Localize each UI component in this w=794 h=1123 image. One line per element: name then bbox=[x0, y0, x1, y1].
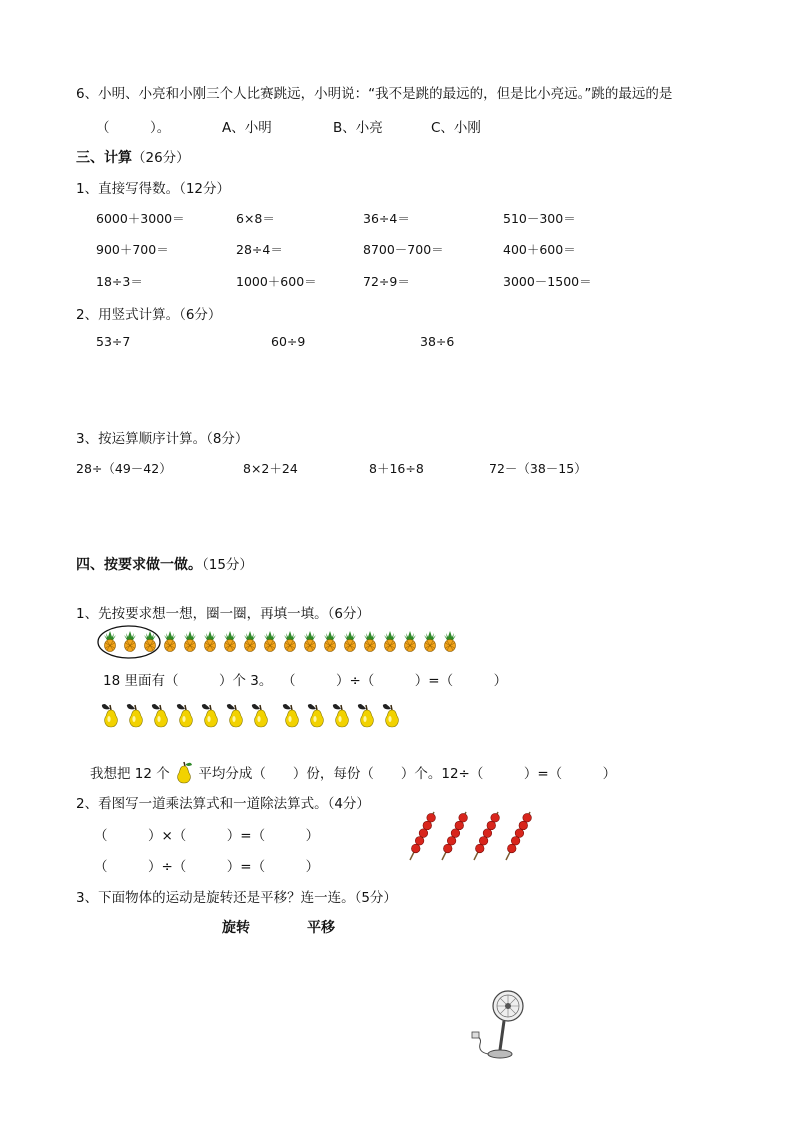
pineapple-icon bbox=[200, 630, 220, 652]
mental-math-item: 900＋700＝ bbox=[96, 242, 169, 257]
question-6-text: 6、小明、小亮和小刚三个人比赛跳远，小明说：“我不是跳的最远的，但是比小亮远。”跳的最远的是 bbox=[76, 86, 673, 102]
section-4-score: （15分） bbox=[202, 557, 253, 573]
section-3-score: （26分） bbox=[132, 150, 190, 166]
mental-math-item: 18÷3＝ bbox=[96, 274, 143, 289]
pear-icon bbox=[124, 702, 149, 728]
question-6-blank: （ ）。 bbox=[96, 120, 171, 136]
mental-math-item: 1000＋600＝ bbox=[236, 274, 317, 289]
vertical-calc-item: 38÷6 bbox=[420, 334, 455, 349]
pear-icon bbox=[280, 702, 305, 728]
candied-haw-skewers bbox=[400, 808, 550, 866]
label-translate: 平移 bbox=[307, 920, 335, 936]
pineapple-icon bbox=[240, 630, 260, 652]
s4-part-2-title: 2、看图写一道乘法算式和一道除法算式。（4分） bbox=[76, 796, 370, 812]
option-a: A、小明 bbox=[222, 120, 272, 136]
fill-line-2-suffix: 平均分成（ ）份，每份（ ）个。12÷（ ）=（ ） bbox=[198, 766, 617, 782]
pear-icon bbox=[249, 702, 274, 728]
pear-icon bbox=[355, 702, 380, 728]
pineapple-icon bbox=[440, 630, 460, 652]
fill-line-1a: 18 里面有（ ）个 3。 bbox=[103, 673, 273, 689]
vertical-calc-item: 53÷7 bbox=[96, 334, 131, 349]
fill-line-2-prefix: 我想把 12 个 bbox=[90, 766, 170, 782]
pineapple-icon bbox=[260, 630, 280, 652]
pineapple-icon bbox=[420, 630, 440, 652]
mental-math-item: 72÷9＝ bbox=[363, 274, 410, 289]
mental-math-item: 28÷4＝ bbox=[236, 242, 283, 257]
pineapple-icon bbox=[160, 630, 180, 652]
part-2-title: 2、用竖式计算。（6分） bbox=[76, 307, 222, 323]
pineapple-icon bbox=[320, 630, 340, 652]
pineapple-icon bbox=[120, 630, 140, 652]
mental-math-item: 8700－700＝ bbox=[363, 242, 444, 257]
electric-fan-icon bbox=[470, 988, 530, 1064]
pineapple-icon bbox=[180, 630, 200, 652]
division-blank: （ ）÷（ ）=（ ） bbox=[94, 859, 320, 875]
fill-line-2 bbox=[90, 760, 616, 784]
skewer-icon bbox=[474, 812, 499, 860]
vertical-calc-item: 60÷9 bbox=[271, 334, 306, 349]
mental-math-item: 6×8＝ bbox=[236, 211, 275, 226]
fill-line-1b: （ ）÷（ ）=（ ） bbox=[282, 673, 508, 689]
pear-icon bbox=[149, 702, 174, 728]
skewer-icon bbox=[410, 812, 435, 860]
skewer-icon bbox=[442, 812, 467, 860]
s4-part-1-title: 1、先按要求想一想，圈一圈，再填一填。（6分） bbox=[76, 606, 370, 622]
section-3-title: 三、计算 bbox=[76, 150, 132, 166]
pear-icon bbox=[199, 702, 224, 728]
order-calc-item: 8＋16÷8 bbox=[369, 461, 424, 476]
pineapple-icon bbox=[280, 630, 300, 652]
pear-icon bbox=[330, 702, 355, 728]
pear-icon bbox=[174, 702, 199, 728]
mental-math-item: 36÷4＝ bbox=[363, 211, 410, 226]
pear-icon bbox=[305, 702, 330, 728]
part-3-title: 3、按运算顺序计算。（8分） bbox=[76, 431, 249, 447]
label-rotate: 旋转 bbox=[222, 920, 250, 936]
skewer-icon bbox=[506, 812, 531, 860]
order-calc-item: 72－（38－15） bbox=[489, 461, 587, 476]
part-1-title: 1、直接写得数。（12分） bbox=[76, 181, 231, 197]
pineapple-icon bbox=[340, 630, 360, 652]
pineapple-icon bbox=[380, 630, 400, 652]
mental-math-item: 6000＋3000＝ bbox=[96, 211, 185, 226]
pineapple-row bbox=[100, 630, 460, 652]
order-calc-item: 8×2＋24 bbox=[243, 461, 298, 476]
multiplication-blank: （ ）×（ ）=（ ） bbox=[94, 828, 320, 844]
s4-part-3-title: 3、下面物体的运动是旋转还是平移？连一连。（5分） bbox=[76, 890, 397, 906]
pineapple-icon bbox=[300, 630, 320, 652]
section-3-heading bbox=[76, 146, 190, 167]
mental-math-item: 400＋600＝ bbox=[503, 242, 576, 257]
pear-row bbox=[99, 702, 405, 728]
pineapple-icon bbox=[140, 630, 160, 652]
section-4-title: 四、按要求做一做。 bbox=[76, 557, 202, 573]
pineapple-icon bbox=[100, 630, 120, 652]
order-calc-item: 28÷（49－42） bbox=[76, 461, 172, 476]
pear-icon bbox=[174, 760, 194, 784]
pear-icon bbox=[99, 702, 124, 728]
pineapple-icon bbox=[400, 630, 420, 652]
option-b: B、小亮 bbox=[333, 120, 383, 136]
option-c: C、小刚 bbox=[431, 120, 481, 136]
pear-icon bbox=[380, 702, 405, 728]
pear-icon bbox=[224, 702, 249, 728]
section-4-heading bbox=[76, 553, 253, 574]
pineapple-icon bbox=[360, 630, 380, 652]
mental-math-item: 3000－1500＝ bbox=[503, 274, 592, 289]
mental-math-item: 510－300＝ bbox=[503, 211, 576, 226]
pineapple-icon bbox=[220, 630, 240, 652]
